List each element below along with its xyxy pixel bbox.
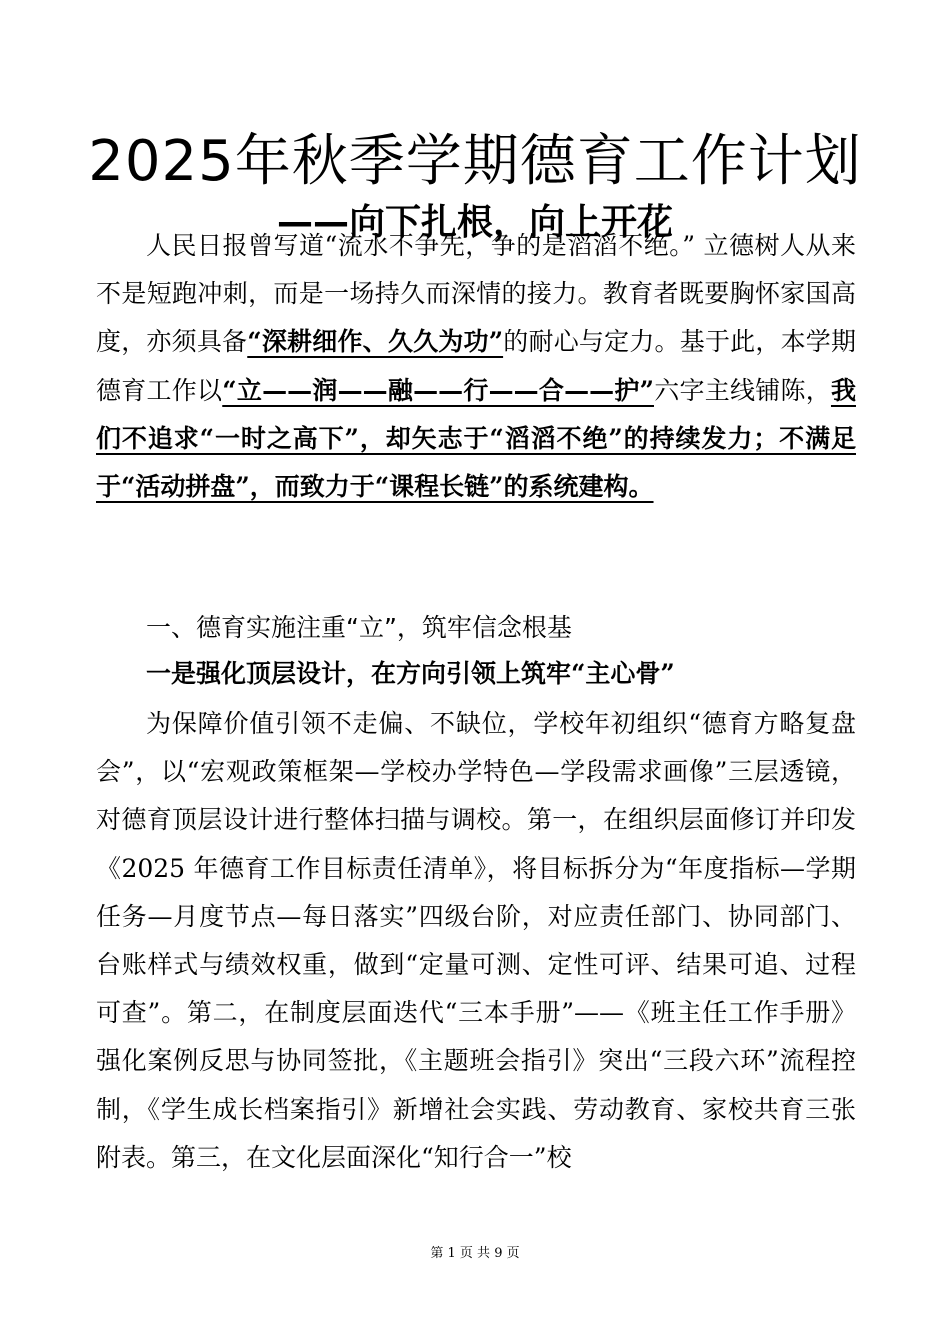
intro-text-1: 人民日报曾写道“流水不争先，争的是滔滔不绝。” 立德树人从来不是短跑冲刺，而是一场持久而深情的接力。教育者既要胸怀家国高度，亦须具备: [96, 231, 856, 357]
section-paragraph: 为保障价值引领不走偏、不缺位，学校年初组织“德育方略复盘会”，以“宏观政策框架—学校办学特色—学段需求画像”三层透镜，对德育顶层设计进行整体扫描与调校。第一，在组织层面修订并印发《2025 年德育工作目标责任清单》，将目标拆分为“年度指标—学期任务—月度节点—每日落实”四级台阶，对应责任部门、协同部门、台账样式与绩效权重，做到“定量可测、定性可评、结果可追、过程可查”。第二，在制度层面迭代“三本手册”——《班主任工作手册》强化案例反思与协同签批，《主题班会指引》突出“三段六环”流程控制，《学生成长档案指引》新增社会实践、劳动教育、家校共育三张附表。第三，在文化层面深化“知行合一”校: [96, 709, 856, 1172]
section-heading: 一、德育实施注重“立”，筑牢信念根基: [146, 613, 572, 642]
document-subtitle: ——向下扎根，向上开花: [276, 202, 673, 243]
page-footer: 第 1 页 共 9 页: [430, 1246, 520, 1261]
intro-paragraph: [96, 222, 856, 511]
intro-text-3: 六字主线铺陈，: [653, 375, 831, 405]
section-sub-heading: 一是强化顶层设计，在方向引领上筑牢“主心骨”: [146, 659, 675, 688]
intro-underlined-phrase-1: “深耕细作、久久为功”: [247, 327, 504, 357]
document-title: 2025年秋季学期德育工作计划: [88, 129, 862, 194]
intro-emphasis-sentence: 我们不追求“一时之高下”，却矢志于“滔滔不绝”的持续发力；不满足于“活动拼盘”，而致力于“课程长链”的系统建构。: [96, 375, 856, 502]
intro-underlined-phrase-2: “立——润——融——行——合——护”: [222, 375, 654, 405]
intro-text-2: 的耐心与定力。基于此，本学期德育工作以: [96, 327, 856, 405]
